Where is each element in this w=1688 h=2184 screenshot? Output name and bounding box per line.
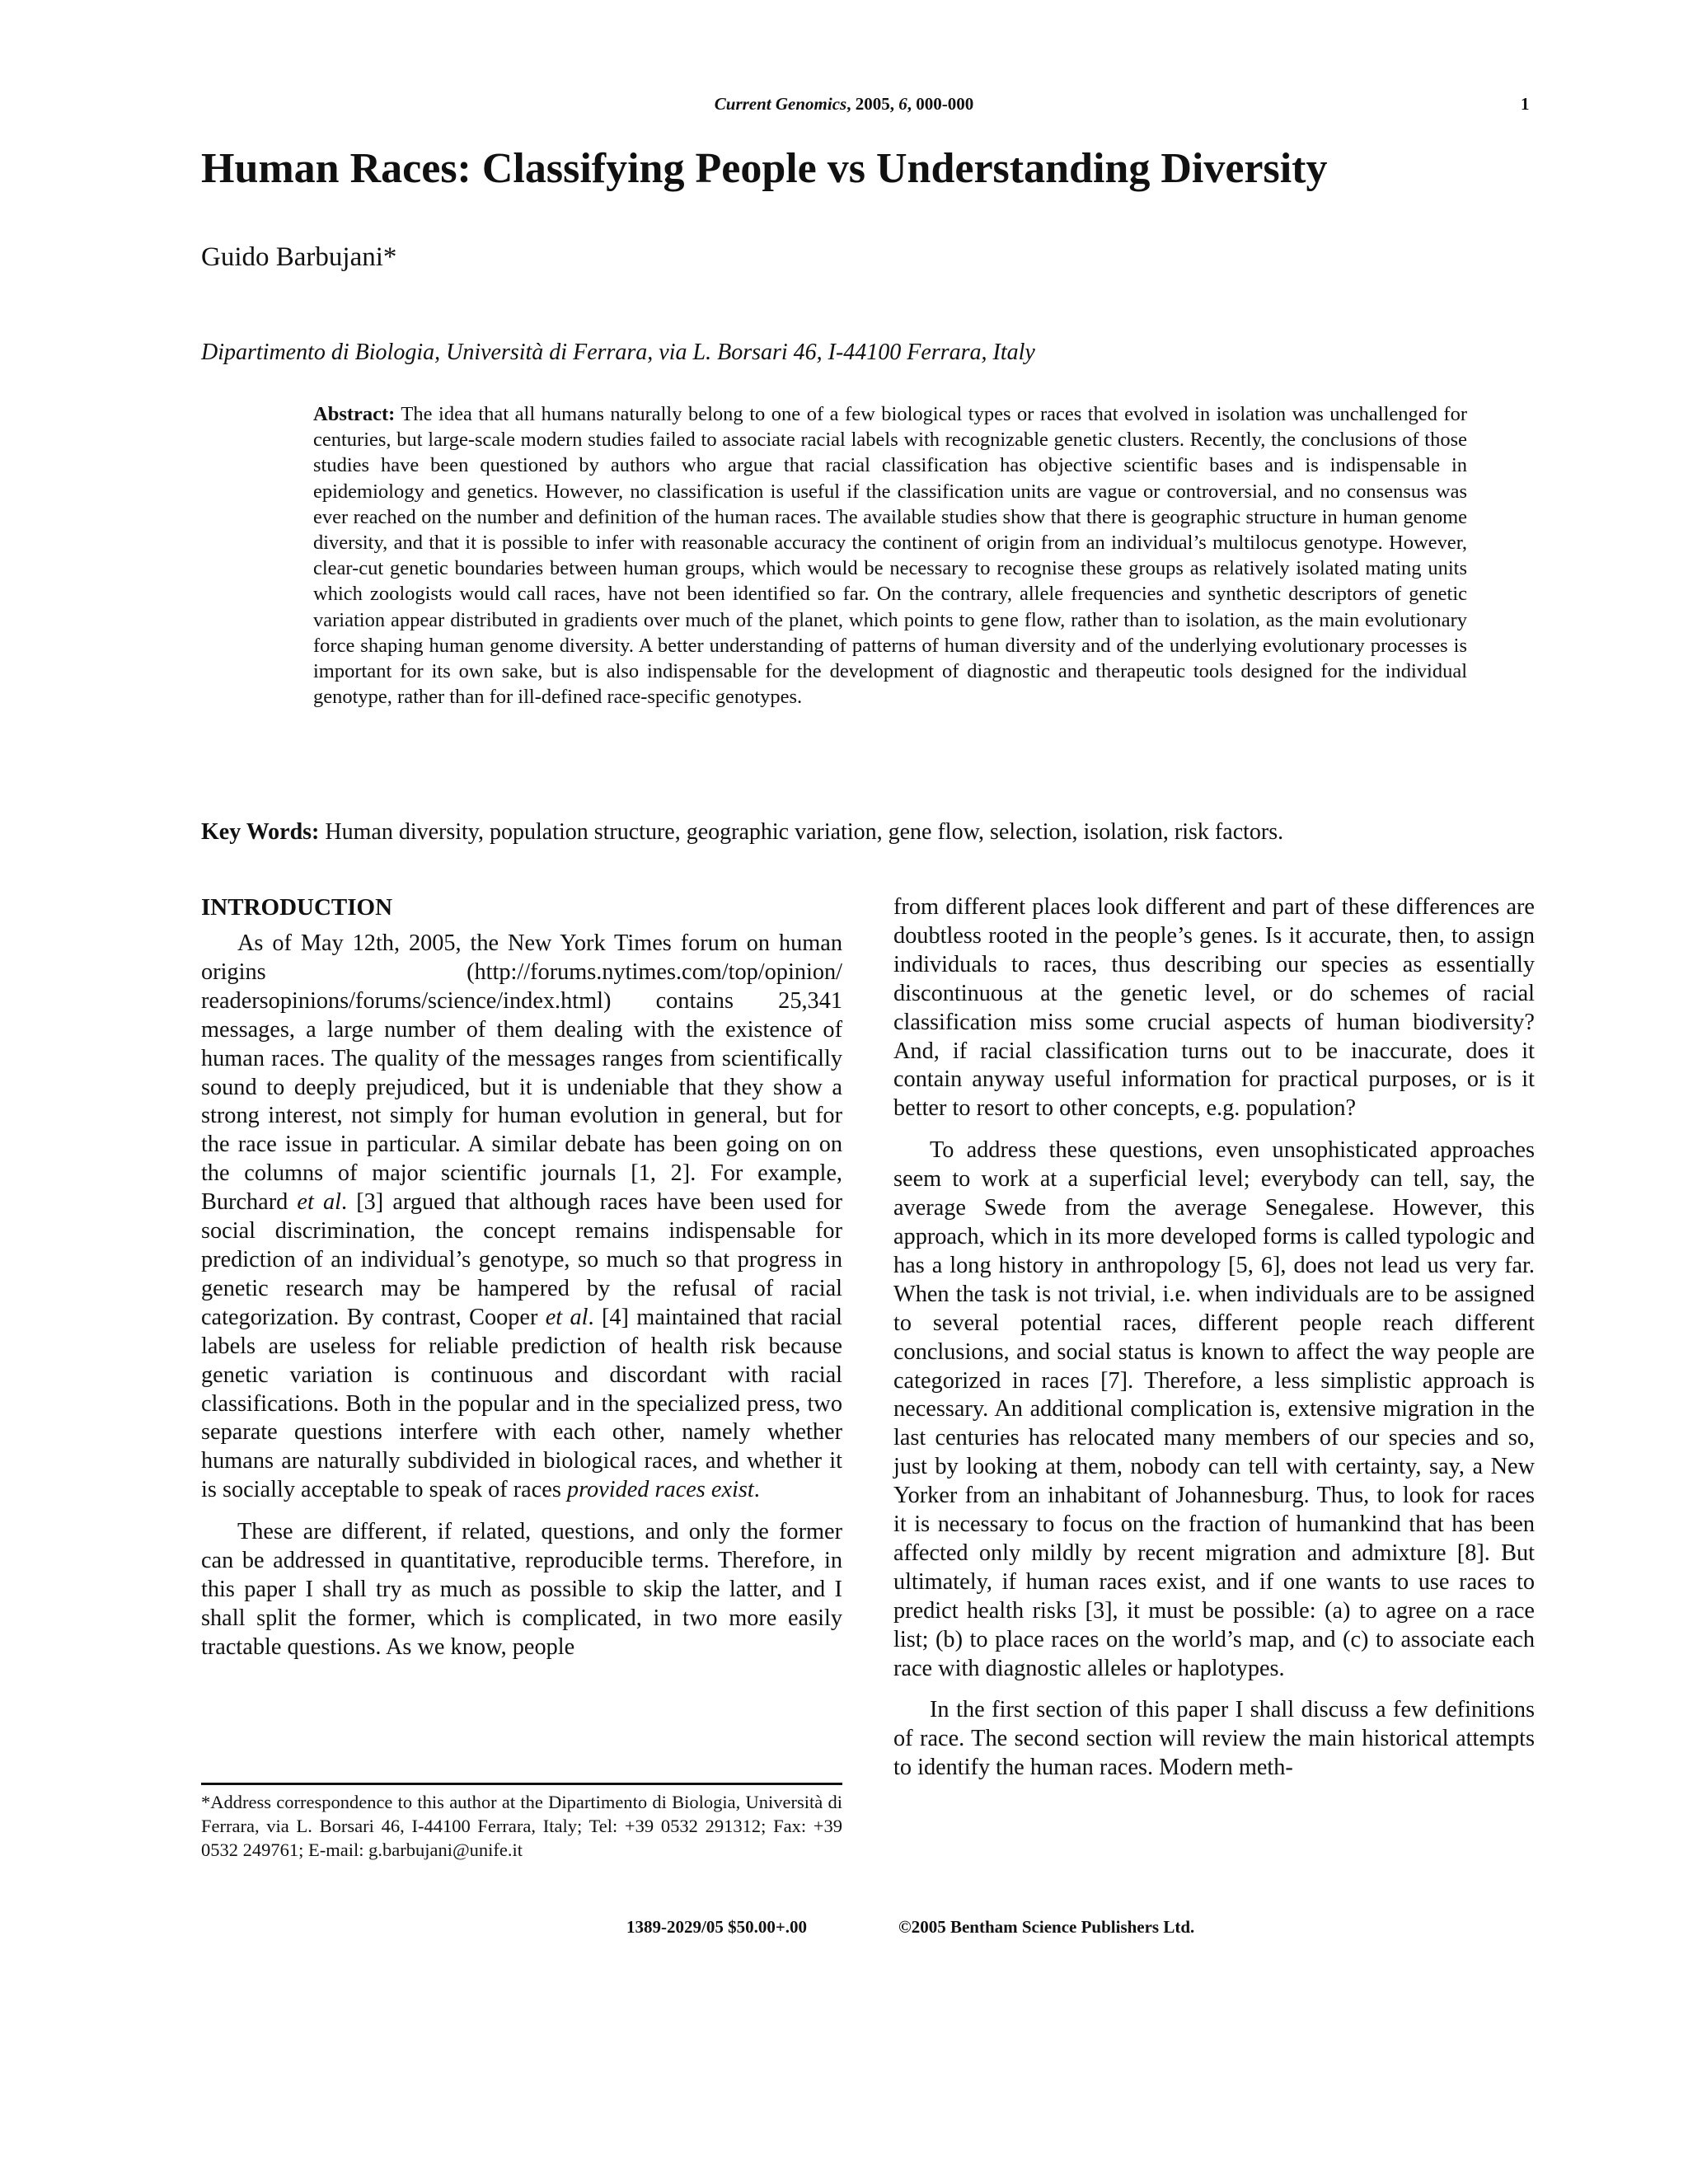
abstract-text: The idea that all humans naturally belong to one of a few biological types or races that evolved in isolation was unchallenged for centuries, but large-scale modern studies failed to associate racial labels with recognizable genetic clusters. Recently, the conclusions of those studies have been questioned by authors who argue that racial classification has objective scientific bases and is indispensable in epidemiology and genetics. However, no classification is useful if the classification units are vague or controversial, and no consensus was ever reached on the number and definition of the human races. The available studies show that there is geographic structure in human genome diversity, and that it is possible to infer with reasonable accuracy the continent of origin from an individual’s multilocus genotype. However, clear-cut genetic boundaries between human groups, which would be necessary to recognise these groups as relatively isolated mating units which zoologists would call races, have not been identified so far. On the contrary, allele frequencies and synthetic descriptors of genetic variation appear distributed in gradients over much of the planet, which points to gene flow, rather than to isolation, as the main evolutionary force shaping human genome diversity. A better understanding of patterns of human diversity and of the underlying evolutionary processes is important for its own sake, but is also indispensable for the development of diagnostic and therapeutic tools designed for the individual genotype, rather than for ill-defined race-specific genotypes. [313,403,1467,709]
intro-paragraph-5: In the first section of this paper I shall discuss a few definitions of race. The second section will review the main historical attempts to identify the human races. Modern meth- [893,1697,1535,1781]
intro-p1-text-a: As of May 12th, 2005, the New York Times forum on human origins (http://forums.nytimes.com/top/opinion/ readersopinions/forums/science/index.html) contains 25,341 messages, a large number of them dealing with the existence of human races. The quality of the messages ranges from scientifically sound to deeply prejudiced, but it is undeniable that they show a strong interest, not simply for human evolution in general, but for the race issue in particular. A similar debate has been going on on the columns of major scientific journals [1, 2]. For example, Burchard [201,930,842,1216]
intro-paragraph-1 [201,930,842,1505]
paper-title: Human Races: Classifying People vs Understanding Diversity [201,145,1328,192]
journal-volume: 6 [898,94,907,114]
intro-p1-text-c: . [4] maintained that racial labels are useless for reliable prediction of health risk because genetic variation is continuous and discordant with racial classifications. Both in the popular and in the specialized press, two separate questions interfere with each other, namely whether humans are naturally subdivided in biological races, and whether it is socially acceptable to speak of races [201,1304,842,1503]
journal-year: , 2005, [846,94,899,114]
author-name: Guido Barbujani* [201,242,397,272]
footnote-divider [201,1783,842,1785]
page-number: 1 [1521,94,1530,114]
intro-p1-etal-1: et al [297,1189,341,1216]
running-head [0,94,1688,115]
intro-paragraph-3: from different places look different and part of these differences are doubtless rooted in the people’s genes. Is it accurate, then, to assign individuals to races, thus describing our species as essentially discontinuous at the genetic level, or do schemes of racial classification miss some crucial aspects of human biodiversity? And, if racial classification turns out to be inaccurate, does it contain anyway useful information for practical purposes, or is it better to resort to other concepts, e.g. population? [893,894,1535,1122]
keywords-label: Key Words: [201,819,320,845]
intro-p1-text-d: . [753,1477,760,1503]
keywords-text: Human diversity, population structure, geographic variation, gene flow, selection, isolation, risk factors. [319,819,1284,845]
intro-paragraph-4: To address these questions, even unsophisticated approaches seem to work at a superficial level; everybody can tell, say, the average Swede from the average Senegalese. However, this approach, which in its more developed forms is called typologic and has a long history in anthropology [5, 6], does not lead us very far. When the task is not trivial, i.e. when individuals are to be assigned to several potential races, different people reach different conclusions, and social status is known to affect the way people are categorized in races [7]. Therefore, a less simplistic approach is necessary. An additional complication is, extensive migration in the last centuries has relocated many members of our species and so, just by looking at them, nobody can tell with certainty, say, a New Yorker from an inhabitant of Johannesburg. Thus, to look for races it is necessary to focus on the fraction of humankind that has been affected only mildly by recent migration and admixture [8]. But ultimately, if human races exist, and if one wants to use races to predict health risks [3], it must be possible: (a) to agree on a race list; (b) to place races on the world’s map, and (c) to associate each race with diagnostic alleles or haplotypes. [893,1137,1535,1681]
section-heading-introduction: INTRODUCTION [201,894,393,921]
footer-copyright: ©2005 Bentham Science Publishers Ltd. [898,1917,1195,1937]
correspondence-footnote: *Address correspondence to this author at the Dipartimento di Biologia, Università di Ferrara, via L. Borsari 46, I-44100 Ferrara, Italy; Tel: +39 0532 291312; Fax: +39 0532 249761; E-mail: g.barbujani@unife.it [201,1792,842,1860]
journal-name: Current Genomics [714,94,847,114]
keywords [201,818,1536,846]
abstract-label: Abstract: [313,403,396,425]
journal-pages: , 000-000 [907,94,974,114]
author-affiliation: Dipartimento di Biologia, Università di Ferrara, via L. Borsari 46, I-44100 Ferrara, Italy [201,340,1035,365]
right-column [893,893,1535,1783]
intro-paragraph-2: These are different, if related, questions, and only the former can be addressed in quantitative, reproducible terms. Therefore, in this paper I shall try as much as possible to skip the latter, and I shall split the former, which is complicated, in two more easily tractable questions. As we know, people [201,1519,842,1660]
footer-issn: 1389-2029/05 $50.00+.00 [626,1917,808,1937]
abstract [313,401,1467,710]
intro-p1-emphasis: provided races exist [566,1477,754,1503]
intro-p1-etal-2: et al [545,1304,588,1330]
left-column [201,893,842,1662]
intro-p1-text-b: . [3] argued that although races have been used for social discrimination, the concept remains indispensable for prediction of an individual’s genotype, so much so that progress in genetic research may be hampered by the refusal of racial categorization. By contrast, Cooper [201,1189,843,1330]
